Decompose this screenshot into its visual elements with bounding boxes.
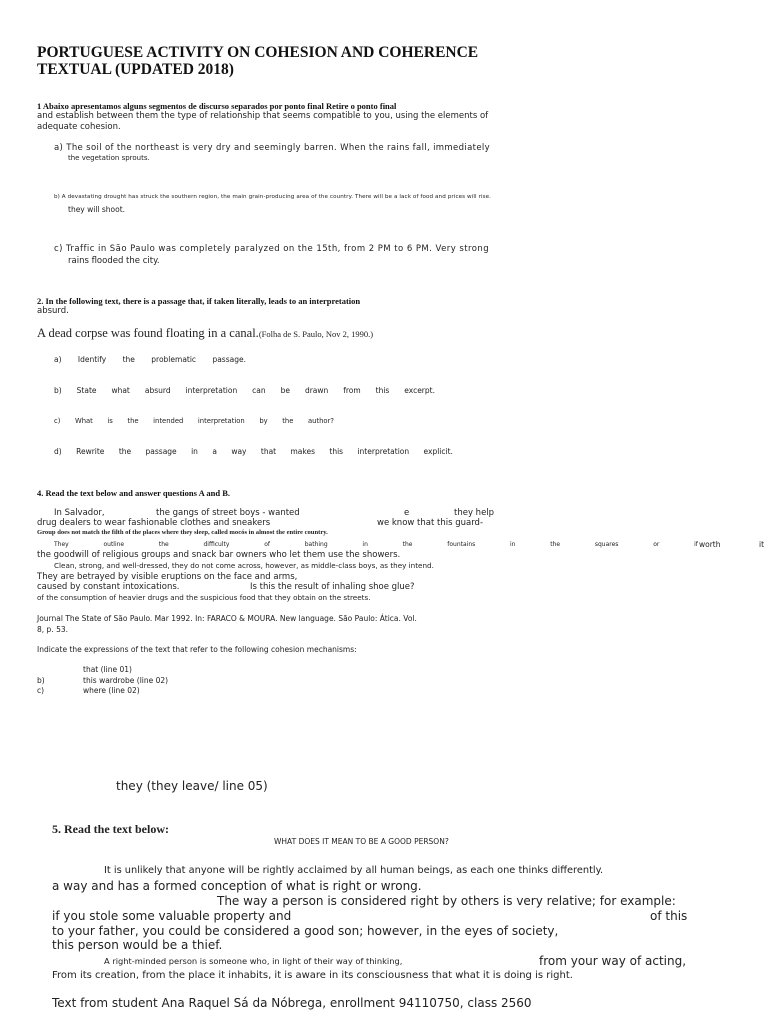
- word: in: [362, 541, 368, 548]
- word: problematic: [151, 355, 197, 364]
- q4-line-1d: they help: [454, 508, 495, 518]
- q2-heading: 2. In the following text, there is a passage that, if taken literally, leads to an interpretation: [37, 296, 361, 306]
- word: squares: [594, 541, 619, 548]
- q1-instruction-line-3: adequate cohesion.: [37, 122, 121, 132]
- word: makes: [290, 447, 315, 456]
- q4-line-3: Group does not match the filth of the places where they sleep, called mocós in almost the entire country.: [37, 529, 328, 536]
- q1-instruction-line-2: and establish between them the type of relationship that seems compatible to you, using the elements of: [37, 111, 489, 121]
- q2-quote-text: A dead corpse was found floating in a canal.: [37, 326, 259, 340]
- word: interpretation: [197, 417, 245, 425]
- q4-line-6: Clean, strong, and well-dressed, they do not come across, however, as middle-class boys, as they intend.: [54, 561, 434, 570]
- q4-item-a: that (line 01): [83, 665, 132, 674]
- q5-subtitle: WHAT DOES IT MEAN TO BE A GOOD PERSON?: [274, 837, 449, 846]
- word: in: [510, 541, 516, 548]
- word: difficulty: [203, 541, 230, 548]
- word: the: [127, 417, 139, 425]
- word: b): [54, 386, 62, 395]
- word: be: [280, 386, 290, 395]
- q4-line-8b: Is this the result of inhaling shoe glue?: [250, 582, 415, 592]
- q5-paragraph-line-5: to your father, you could be considered a good son; however, in the eyes of society,: [52, 924, 559, 938]
- q2-quote-source: (Folha de S. Paulo, Nov 2, 1990.): [258, 329, 374, 339]
- q4-line-4-worth: worth: [699, 540, 721, 549]
- q4-line-1c: e: [404, 508, 410, 518]
- q4-item-b-label: b): [37, 676, 45, 685]
- q5-paragraph-line-7a: A right-minded person is someone who, in light of their way of thinking,: [104, 956, 403, 966]
- q4-item-b: this wardrobe (line 02): [83, 676, 169, 685]
- word: excerpt.: [404, 386, 435, 395]
- word: c): [54, 417, 61, 425]
- q4-line-1a: In Salvador,: [54, 508, 105, 518]
- q5-paragraph-line-6: this person would be a thief.: [52, 938, 223, 952]
- q1-item-c-line-2: rains flooded the city.: [68, 256, 160, 266]
- word: interpretation: [357, 447, 410, 456]
- word: intended: [153, 417, 184, 425]
- word: in: [191, 447, 198, 456]
- q4-line-4: [54, 541, 698, 548]
- word: what: [111, 386, 130, 395]
- q4-source-line-1: Journal The State of São Paulo. Mar 1992. In: FARACO & MOURA. New language. São Paulo: Ática. Vol.: [37, 614, 417, 623]
- q4-line-8a: caused by constant intoxications.: [37, 582, 180, 592]
- q4-line-4-it: it: [759, 540, 765, 549]
- q5-heading: 5. Read the text below:: [52, 822, 169, 836]
- word: explicit.: [423, 447, 453, 456]
- word: They: [54, 541, 69, 548]
- page-title-line-1: PORTUGUESE ACTIVITY ON COHESION AND COHERENCE: [37, 44, 479, 61]
- q5-paragraph-line-3: The way a person is considered right by others is very relative; for example:: [217, 894, 676, 908]
- word: What: [74, 417, 93, 425]
- q5-paragraph-line-1: It is unlikely that anyone will be rightly acclaimed by all human beings, as each one thinks differently.: [104, 865, 604, 876]
- q4-line-2b: we know that this guard-: [377, 518, 484, 528]
- q4-line-5: the goodwill of religious groups and snack bar owners who let them use the showers.: [37, 550, 401, 560]
- word: a): [54, 355, 62, 364]
- word: that: [260, 447, 277, 456]
- word: the: [158, 541, 169, 548]
- word: drawn: [304, 386, 329, 395]
- q2-heading-line-2: absurd.: [37, 306, 69, 316]
- q4-line-7: They are betrayed by visible eruptions on the face and arms,: [37, 572, 298, 582]
- q5-credit: Text from student Ana Raquel Sá da Nóbrega, enrollment 94110750, class 2560: [52, 996, 532, 1010]
- word: the: [402, 541, 413, 548]
- q4-line-2a: drug dealers to wear fashionable clothes and sneakers: [37, 518, 271, 528]
- word: the: [282, 417, 294, 425]
- word: way: [231, 447, 247, 456]
- word: Identify: [77, 355, 107, 364]
- word: can: [252, 386, 266, 395]
- q4-item-d: they (they leave/ line 05): [116, 779, 268, 793]
- q1-item-a-line-1: a) The soil of the northeast is very dry and seemingly barren. When the rains fall, immediately: [54, 143, 491, 153]
- q4-instruction: Indicate the expressions of the text that refer to the following cohesion mechanisms:: [37, 645, 357, 654]
- word: this: [375, 386, 390, 395]
- word: of: [264, 541, 270, 548]
- word: State: [76, 386, 97, 395]
- q2-quote: [37, 326, 373, 341]
- word: passage: [145, 447, 177, 456]
- word: the: [118, 447, 132, 456]
- q4-item-c-label: c): [37, 686, 45, 695]
- word: interpretation: [185, 386, 238, 395]
- q2-item-b: [54, 386, 435, 395]
- q1-heading: 1 Abaixo apresentamos alguns segmentos de discurso separados por ponto final Retire o ponto final: [37, 101, 397, 111]
- word: is: [107, 417, 113, 425]
- word: if: [694, 541, 698, 548]
- q1-item-b-line-2: they will shoot.: [68, 205, 126, 214]
- word: d): [54, 447, 62, 456]
- q1-item-c-line-1: c) Traffic in São Paulo was completely paralyzed on the 15th, from 2 PM to 6 PM. Very strong: [54, 244, 490, 254]
- q4-heading: 4. Read the text below and answer questions A and B.: [37, 488, 231, 498]
- word: from: [343, 386, 361, 395]
- q2-item-a: [54, 355, 246, 364]
- q4-item-c: where (line 02): [83, 686, 140, 695]
- word: this: [329, 447, 344, 456]
- word: the: [550, 541, 561, 548]
- q2-item-d: [54, 447, 453, 456]
- word: absurd: [144, 386, 171, 395]
- q1-item-b-line-1: b) A devastating drought has struck the southern region, the main grain-producing area of the country. There will be a lack of food and prices will rise.: [54, 194, 492, 200]
- q2-item-c: [54, 417, 334, 425]
- word: a: [212, 447, 217, 456]
- q4-line-9: of the consumption of heavier drugs and the suspicious food that they obtain on the streets.: [37, 593, 371, 602]
- word: author?: [307, 417, 334, 425]
- q5-paragraph-line-7b: from your way of acting,: [539, 954, 687, 968]
- q5-paragraph-line-4b: of this: [650, 909, 688, 923]
- q5-paragraph-line-4a: if you stole some valuable property and: [52, 909, 292, 923]
- word: passage.: [212, 355, 246, 364]
- word: fountains: [447, 541, 476, 548]
- word: Rewrite: [76, 447, 105, 456]
- word: the: [122, 355, 135, 364]
- q5-paragraph-line-2: a way and has a formed conception of what is right or wrong.: [52, 879, 422, 893]
- q5-paragraph-line-8: From its creation, from the place it inhabits, it is aware in its consciousness that what it is doing is right.: [52, 970, 573, 981]
- q4-source-line-2: 8, p. 53.: [37, 625, 68, 634]
- word: or: [653, 541, 660, 548]
- page-title-line-2: TEXTUAL (UPDATED 2018): [37, 61, 234, 78]
- word: by: [259, 417, 268, 425]
- q4-line-1b: the gangs of street boys - wanted: [156, 508, 300, 518]
- word: bathing: [304, 541, 328, 548]
- word: outline: [103, 541, 125, 548]
- q1-item-a-line-2: the vegetation sprouts.: [68, 154, 150, 162]
